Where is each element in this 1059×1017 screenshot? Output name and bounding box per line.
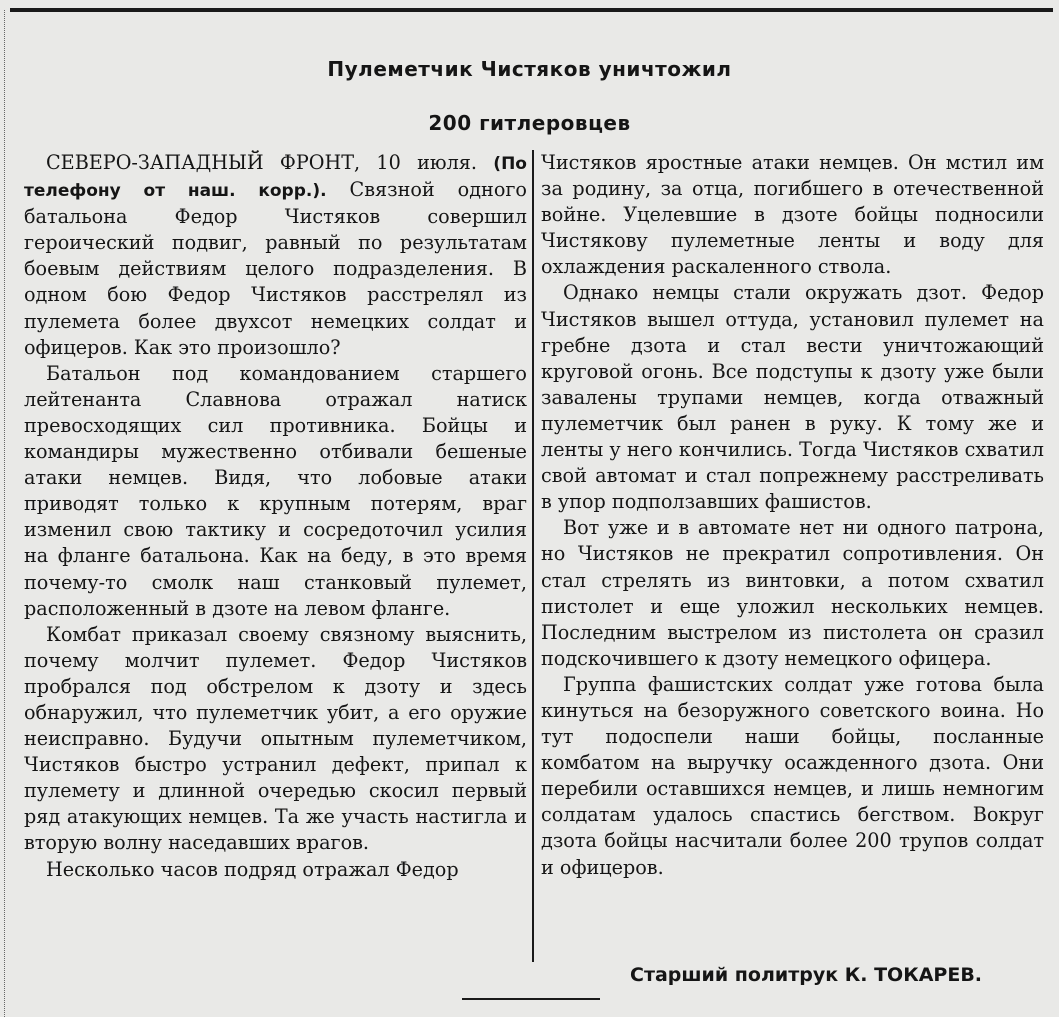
signature: Старший политрук К. ТОКАРЕВ. <box>630 964 983 986</box>
paragraph <box>24 150 527 361</box>
headline-line-1: Пулеметчик Чистяков уничтожил <box>327 57 732 81</box>
paragraph: Чистяков яростные атаки немцев. Он мстил им за родину, за отца, погибшего в отечественной войне. Уцелевшие в дзоте бойцы подносили Чистякову пулеметные ленты и воду для охлаждения раскаленного ствола. <box>541 151 1044 279</box>
paragraph-text: Связной одного батальона Федор Чистяков совершил героический подвиг, равный по результатам боевым действиям целого подразделения. В одном бою Федор Чистяков расстрелял из пулемета более двухсот немецких солдат и офицеров. Как это произошло? <box>24 178 527 359</box>
left-column <box>24 150 527 883</box>
page-edge <box>4 10 5 1017</box>
dateline: СЕВЕРО-ЗАПАДНЫЙ ФРОНТ, 10 июля. <box>46 151 477 174</box>
paragraph: Группа фашистских солдат уже готова была кинуться на безоружного советского воина. Но тут подоспели наши бойцы, посланные комбатом на выручку осажденного дзота. Они перебили оставшихся немцев, и лишь немногим солдатам удалось спастись бегством. Вокруг дзота бойцы насчитали более 200 трупов солдат и офицеров. <box>541 672 1044 879</box>
byline-source: (По телефону от наш. корр.). <box>24 154 527 202</box>
headline-line-2: 200 гитлеровцев <box>428 111 631 135</box>
headline <box>0 42 1059 150</box>
paragraph: Комбат приказал своему связному выяснить, почему молчит пулемет. Федор Чистяков пробрался под обстрелом к дзоту и здесь обнаружил, что пулеметчик убит, а его оружие неисправно. Будучи опытным пулеметчиком, Чистяков быстро устранил дефект, припал к пулемету и длинной очередью скосил первый ряд атакующих немцев. Та же участь настигла и вторую волну наседавших врагов. <box>24 622 527 855</box>
paragraph: Однако немцы стали окружать дзот. Федор Чистяков вышел оттуда, установил пулемет на гребне дзота и стал вести уничтожающий круговой огонь. Все подступы к дзоту уже были завалены трупами немцев, когда отважный пулеметчик был ранен в руку. К тому же и ленты у него кончились. Тогда Чистяков схватил свой автомат и стал попрежнему расстреливать в упор подползавших фашистов. <box>541 281 1044 514</box>
right-column <box>541 150 1044 881</box>
column-divider <box>532 150 534 962</box>
paragraph: Батальон под командованием старшего лейтенанта Славнова отражал натиск превосходящих сил противника. Бойцы и командиры мужественно отбивали бешеные атаки немцев. Видя, что лобовые атаки приводят только к крупным потерям, враг изменил свою тактику и сосредоточил усилия на фланге батальона. Как на беду, в это время почему-то смолк наш станковый пулемет, расположенный в дзоте на левом фланге. <box>24 361 527 620</box>
bottom-rule <box>462 998 600 1000</box>
paragraph: Несколько часов подряд отражал Федор <box>46 857 459 881</box>
paragraph: Вот уже и в автомате нет ни одного патрона, но Чистяков не прекратил сопротивления. Он стал стрелять из винтовки, а потом схватил пистолет и еще уложил нескольких немцев. Последним выстрелом из пистолета он сразил подскочившего к дзоту немецкого офицера. <box>541 516 1044 670</box>
top-rule <box>10 8 1053 12</box>
